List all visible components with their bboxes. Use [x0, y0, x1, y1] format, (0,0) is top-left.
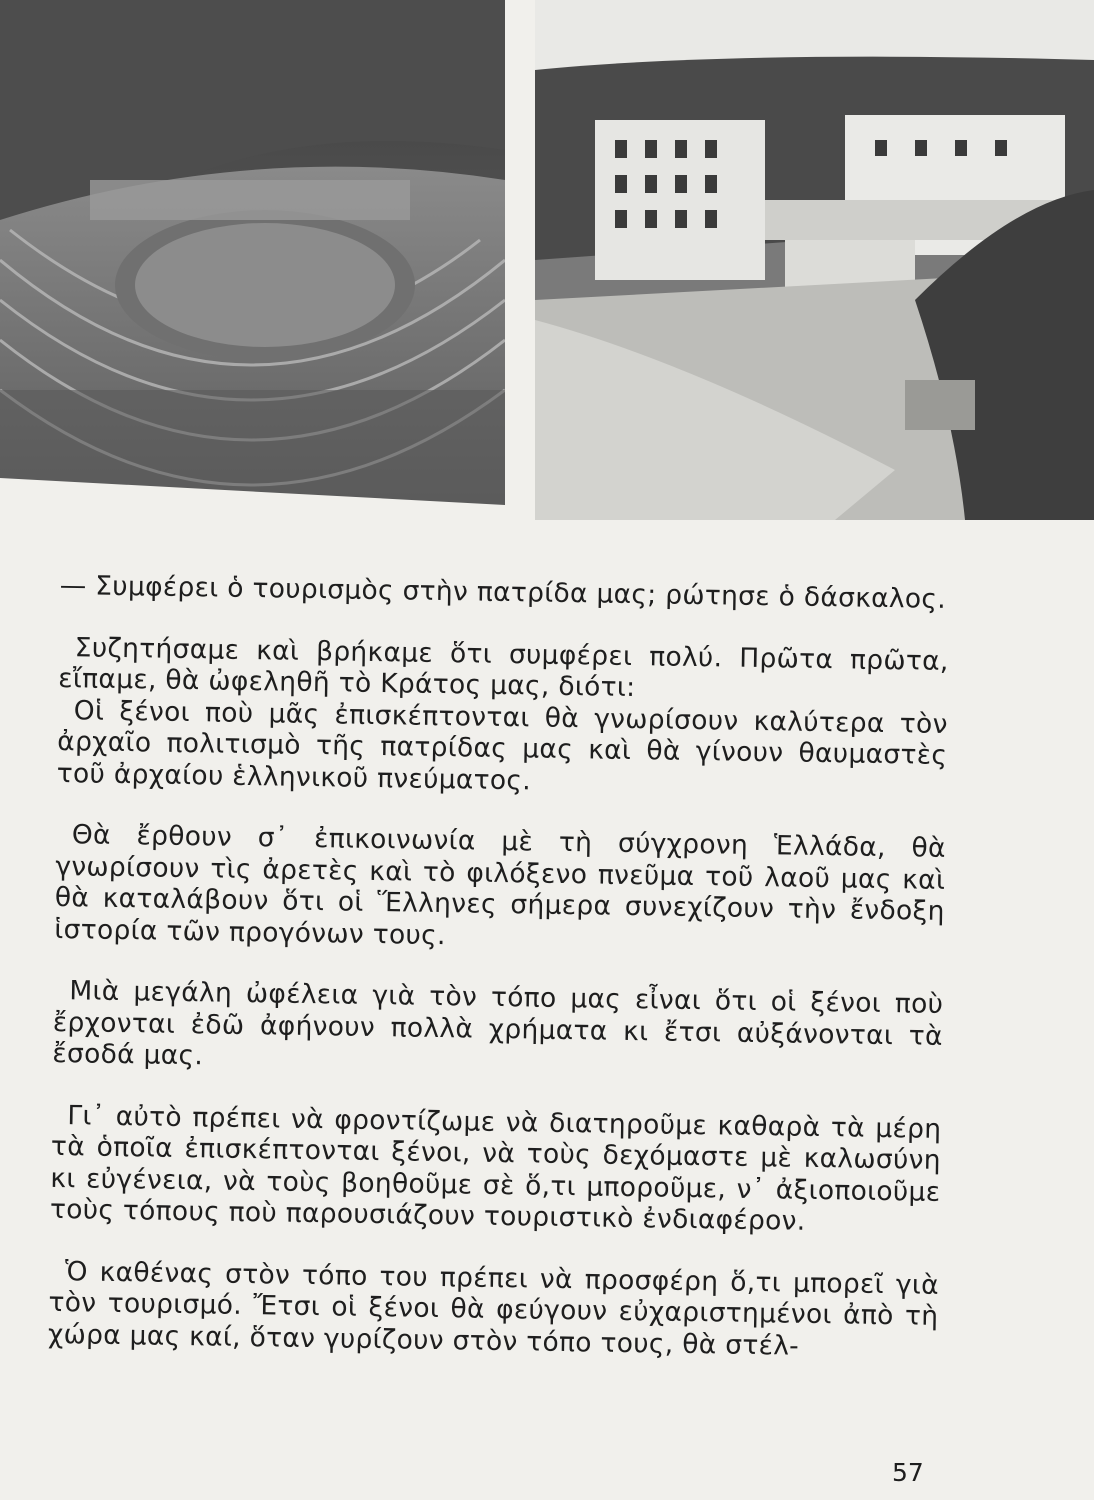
paragraph-modern-greece: Θὰ ἔρθουν σ᾽ ἐπικοινωνία μὲ τὴ σύγχρονη Ἑλλάδα, θὰ γνωρίσουν τὶς ἀρετὲς καὶ τὸ φιλόξενο πνεῦμα τοῦ λαοῦ μας καὶ θὰ καταλάβουν ὅτι οἱ Ἕλληνες σήμερα συνεχίζουν τὴν ἔνδοξη ἱστορία τῶν προγόνων τους.: [54, 819, 946, 951]
ancient-theatre-photo: [0, 0, 505, 512]
paragraph-everyone: Ὁ καθένας στὸν τόπο του πρέπει νὰ προσφέρη ὅ,τι μπορεῖ γιὰ τὸν τουρισμό. Ἔτσι οἱ ξένοι θὰ φεύγουν εὐχαριστημένοι ἀπὸ τὴ χώρα μας καί, ὅταν γυρίζουν στὸν τόπο τους, θὰ στέλ-: [47, 1255, 940, 1362]
body-text: [48, 570, 950, 1364]
paragraph-discussion: Συζητήσαμε καὶ βρήκαμε ὅτι συμφέρει πολύ. Πρῶτα πρῶτα, εἴπαμε, θὰ ὠφεληθῆ τὸ Κράτος μας, διότι:: [58, 631, 949, 704]
seaside-hotel-photo: [535, 0, 1094, 520]
page-number: 57: [892, 1458, 924, 1487]
paragraph-income: Μιὰ μεγάλη ὠφέλεια γιὰ τὸν τόπο μας εἶναι ὅτι οἱ ξένοι ποὺ ἔρχονται ἐδῶ ἀφήνουν πολλὰ χρήματα κι ἔτσι αὐξάνονται τὰ ἔσοδά μας.: [52, 975, 944, 1072]
paragraph-duties: Γι᾽ αὐτὸ πρέπει νὰ φροντίζωμε νὰ διατηροῦμε καθαρὰ τὰ μέρη τὰ ὁποῖα ἐπισκέπτονται ξένοι, νὰ τοὺς δεχόμαστε μὲ καλωσύνη κι εὐγένεια, νὰ τοὺς βοηθοῦμε σὲ ὅ,τι μποροῦμε, ν᾽ ἀξιοποιοῦμε τοὺς τόπους ποὺ παρουσιάζουν τουριστικὸ ἐνδιαφέρον.: [49, 1099, 942, 1237]
paragraph-ancient-culture: Οἱ ξένοι ποὺ μᾶς ἐπισκέπτονται θὰ γνωρίσουν καλύτερα τὸν ἀρχαῖο πολιτισμὸ τῆς πατρίδας μας καὶ θὰ γίνουν θαυμαστὲς τοῦ ἀρχαίου ἑλληνικοῦ πνεύματος.: [56, 694, 948, 796]
paragraph-question: — Συμφέρει ὁ τουρισμὸς στὴν πατρίδα μας; ρώτησε ὁ δάσκαλος.: [59, 570, 947, 615]
